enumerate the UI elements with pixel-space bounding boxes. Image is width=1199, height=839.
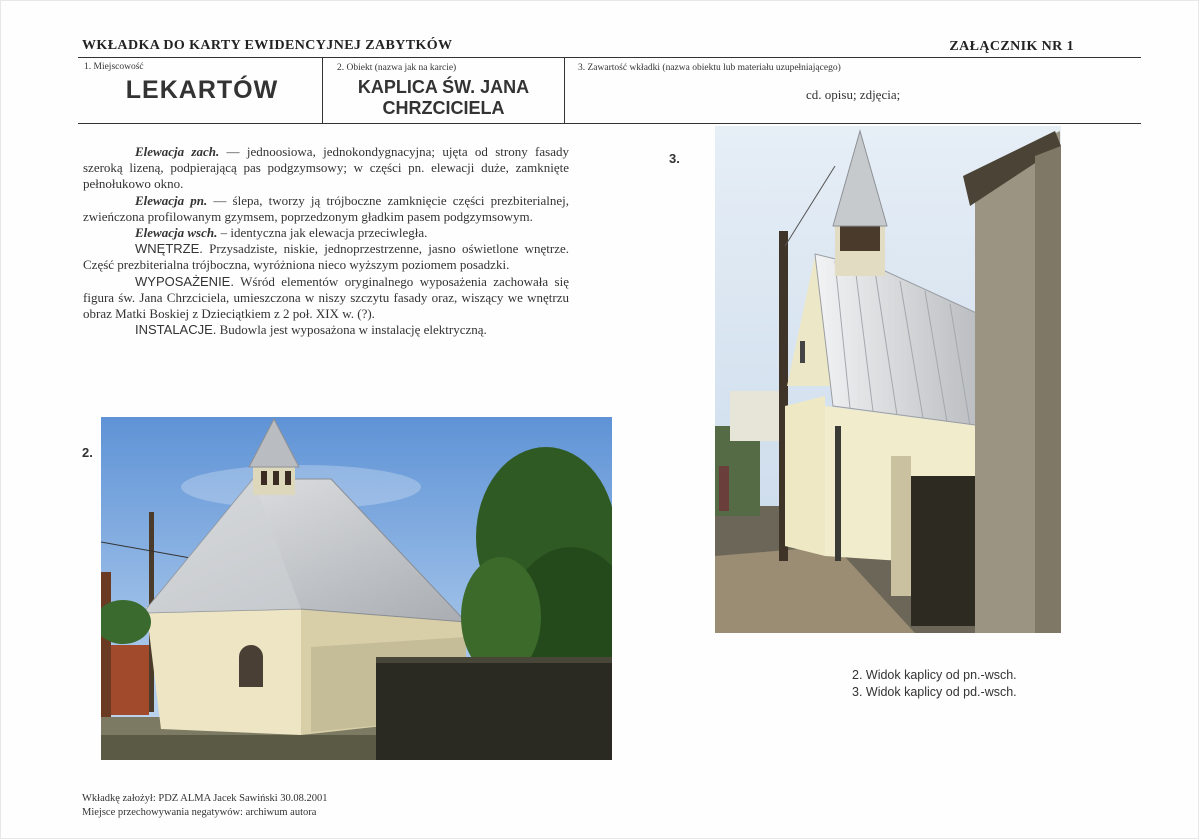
location-value: LEKARTÓW — [125, 76, 279, 104]
photo-chapel-south-east — [715, 126, 1061, 633]
photo-captions — [852, 667, 1017, 701]
object-label: 2. Obiekt (nazwa jak na karcie) — [337, 63, 457, 73]
contents-value: cd. opisu; zdjęcia; — [806, 87, 901, 102]
photo-chapel-north-east — [101, 417, 612, 760]
east-elevation-heading: Elewacja wsch. — [135, 225, 218, 241]
footer-negatives-location: Miejsce przechowywania negatywów: archiwum autora — [82, 807, 317, 818]
photo3-number: 3. — [669, 151, 680, 166]
paragraph-west-elevation — [83, 144, 569, 193]
installations-heading: INSTALACJE. — [135, 322, 217, 338]
east-elevation-text: – identyczna jak elewacja przeciwległa. — [217, 225, 428, 241]
contents-label: 3. Zawartość wkładki (nazwa obiektu lub materiału uzupełniającego) — [578, 63, 841, 73]
object-value-line1: KAPLICA ŚW. JANA — [357, 77, 530, 97]
photo2-number: 2. — [82, 445, 93, 460]
location-label: 1. Miejscowość — [84, 62, 144, 72]
north-elevation-heading: Elewacja pn. — [135, 192, 208, 208]
photo3-drawing — [715, 126, 1061, 633]
object-value — [323, 77, 564, 119]
installations-text: Budowla jest wyposażona w instalację elektryczną. — [216, 322, 487, 338]
caption-photo2: 2. Widok kaplicy od pn.-wsch. — [852, 668, 1017, 682]
photo2-drawing — [101, 417, 612, 760]
paragraph-north-elevation — [83, 193, 569, 225]
document-footer — [82, 792, 328, 820]
document-title: WKŁADKA DO KARTY EWIDENCYJNEJ ZABYTKÓW — [82, 38, 453, 53]
paragraph-interior — [83, 241, 569, 273]
caption-photo3: 3. Widok kaplicy od pd.-wsch. — [852, 685, 1017, 699]
object-value-line2: CHRZCICIELA — [382, 98, 505, 118]
interior-heading: WNĘTRZE. — [135, 241, 203, 257]
furnishing-heading: WYPOSAŻENIE. — [135, 273, 234, 289]
west-elevation-text: — jednoosiowa, jednokondygnacyjna; ujęta od strony fasady szeroką lizeną, podpierającą pas podgzymsowy; w części pn. elewacji duże, zamknięte pełnołukowo okno. — [83, 144, 569, 192]
paragraph-east-elevation — [83, 225, 569, 241]
header-top-rule — [78, 57, 1141, 58]
furnishing-text: Wśród elementów oryginalnego wyposażenia zachowała się figura św. Jana Chrzciciela, umieszczona w niszy szczytu fasady oraz, wiszący we wnętrzu obraz Matki Boskiej z Dzieciątkiem z 2 poł. XIX w. (?). — [83, 273, 569, 322]
footer-author: Wkładkę założył: PDZ ALMA Jacek Sawiński 30.08.2001 — [82, 793, 328, 804]
description-text — [83, 144, 569, 338]
interior-text: Przysadziste, niskie, jednoprzestrzenne, jasno oświetlone wnętrze. Część prezbiterialna trójboczna, wyróżniona nieco wyższym poziomem posadzki. — [83, 241, 569, 273]
west-elevation-heading: Elewacja zach. — [135, 144, 220, 159]
field-divider-2 — [564, 57, 565, 123]
header-bottom-rule — [78, 123, 1141, 124]
north-elevation-text: — ślepa, tworzy ją trójboczne zamknięcie części prezbiterialnej, zwieńczona profilowanym gzymsem, poprzedzonym gładkim pasem podgzymsowym. — [83, 192, 570, 224]
annex-label: ZAŁĄCZNIK NR 1 — [949, 39, 1074, 54]
paragraph-installations — [83, 322, 569, 338]
paragraph-furnishing — [83, 274, 569, 323]
